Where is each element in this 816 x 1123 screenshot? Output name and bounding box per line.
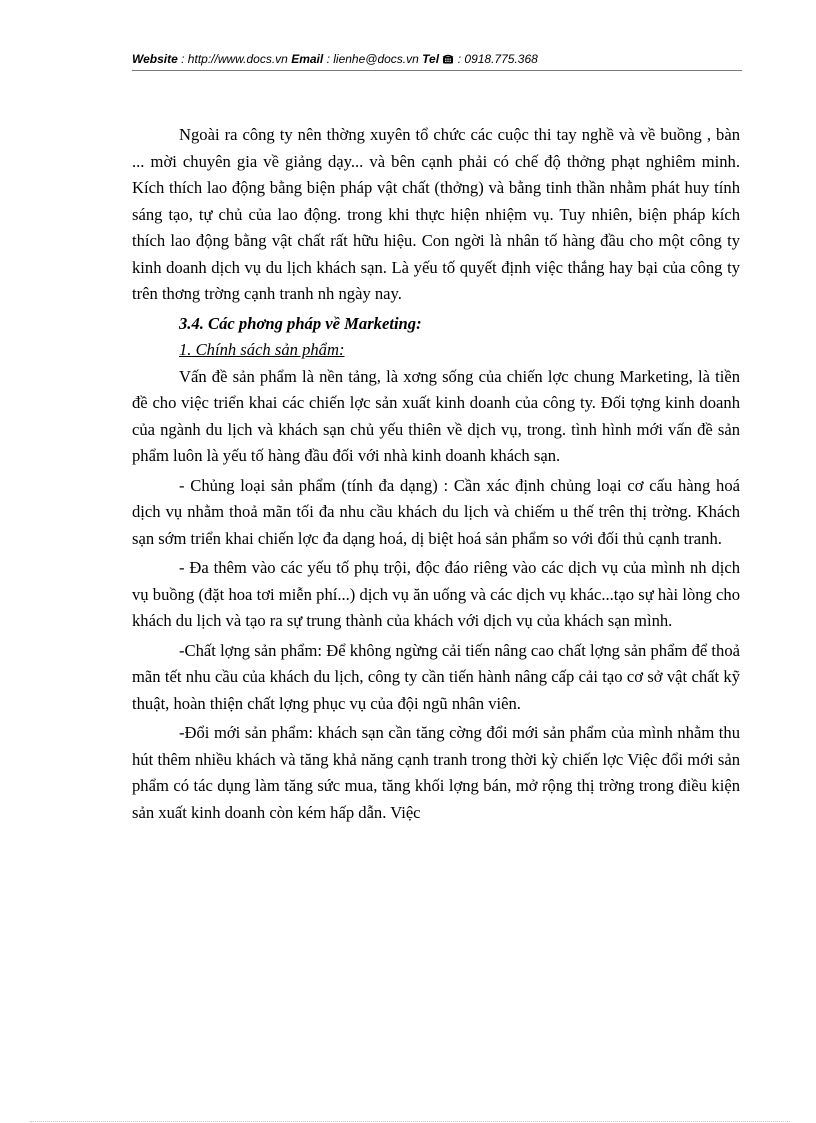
website-label: Website [132, 52, 178, 66]
header-divider [132, 70, 742, 71]
tel-label: Tel [422, 52, 440, 66]
paragraph-product-foundation: Vấn đề sản phẩm là nền tảng, là xơng sống của chiến lợc chung Marketing, là tiền đề cho việc triển khai các chiến lợc sản xuất kinh doanh của công ty. Đối tợng kinh doanh của ngành du lịch và khách sạn chủ yếu thiên về dịch vụ, trong. tình hình mới vấn đề sản phẩm luôn là yếu tố hàng đầu đối với nhà kinh doanh khách sạn. [132, 366, 740, 465]
paragraph-extra-services: - Đa thêm vào các yếu tố phụ trội, độc đáo riêng vào các dịch vụ của mình nh dịch vụ buồng (đặt hoa tơi miễn phí...) dịch vụ ăn uống và các dịch vụ khác...tạo sự hài lòng cho khách du lịch và tạo ra sự trung thành của khách với dịch vụ của khách sạn mình. [132, 558, 740, 630]
email-label: Email [291, 52, 324, 66]
page-header [132, 52, 742, 67]
paragraph-training: Ngoài ra công ty nên thờng xuyên tổ chức các cuộc thi tay nghề và về buồng , bàn ... mời chuyên gia về giảng dạy... và bên cạnh phải có chế độ thởng phạt nghiêm minh. Kích thích lao động bằng biện pháp vật chất (thởng) và bằng tinh thần nhằm phát huy tính sáng tạo, tự chủ của lao động. trong khi thực hiện nhiệm vụ. Tuy nhiên, biện pháp kích thích lao động bằng vật chất rất hữu hiệu. Con ngời là nhân tố hàng đầu cho một công ty kinh doanh dịch vụ du lịch khách sạn. Là yếu tố quyết định việc thắng hay bại của công ty trên thơng trờng cạnh tranh nh ngày nay. [132, 125, 740, 303]
paragraph-product-innovation: -Đổi mới sản phẩm: khách sạn cần tăng cờng đổi mới sản phẩm của mình nhằm thu hút thêm nhiều khách và tăng khả năng cạnh tranh trong thời kỳ chiến lợc Việc đổi mới sản phẩm có tác dụng làm tăng sức mua, tăng khối lợng bán, mở rộng thị trờng trong điều kiện sản xuất kinh doanh còn kém hấp dẫn. Việc [132, 723, 740, 822]
page-bottom-edge [30, 1121, 790, 1122]
paragraph-product-variety: - Chủng loại sản phẩm (tính đa dạng) : Cần xác định chủng loại cơ cấu hàng hoá dịch vụ nhằm thoả mãn tối đa nhu cầu khách du lịch và chiếm u thế trên thị trờng. Khách sạn sớm triển khai chiến lợc đa dạng hoá, dị biệt hoá sản phẩm so với đối thủ cạnh tranh. [132, 475, 740, 548]
document-body [132, 122, 740, 829]
subsection-heading: 1. Chính sách sản phẩm: [179, 340, 345, 359]
email-value[interactable]: : lienhe@docs.vn [326, 52, 419, 66]
section-heading: 3.4. Các phơng pháp về Marketing: [179, 313, 422, 333]
website-value[interactable]: : http://www.docs.vn [181, 52, 288, 66]
tel-value: : 0918.775.368 [457, 52, 538, 66]
phone-icon [442, 53, 454, 67]
paragraph-product-quality: -Chất lợng sản phẩm: Để không ngừng cải tiến nâng cao chất lợng sản phẩm để thoả mãn tết nhu cầu của khách du lịch, công ty cần tiến hành nâng cấp cải tạo cơ sở vật chất kỹ thuật, hoàn thiện chất lợng phục vụ của đội ngũ nhân viên. [132, 640, 740, 713]
